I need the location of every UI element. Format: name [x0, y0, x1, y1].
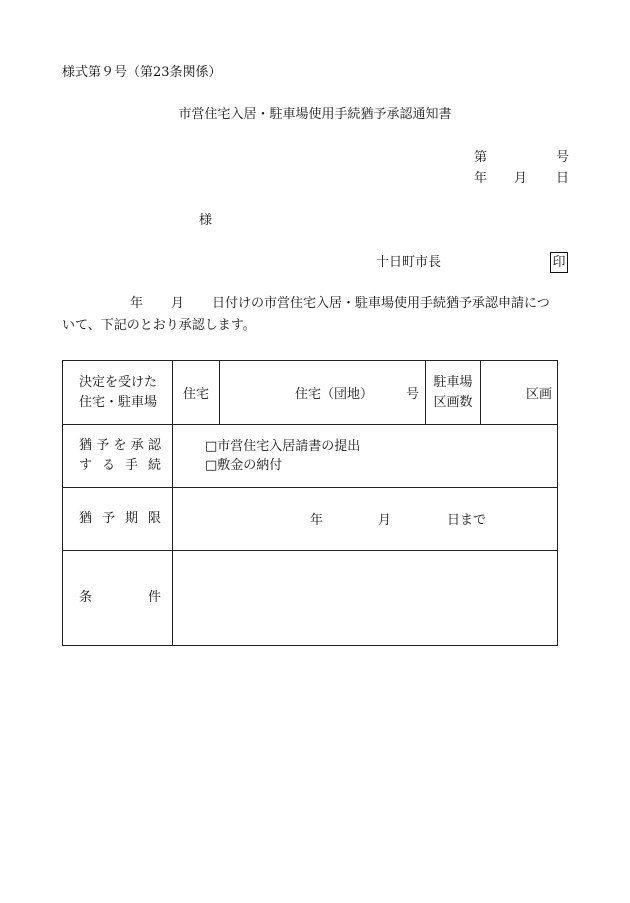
- body-text-line1: 日付けの市営住宅入居・駐車場使用手続猶予承認申請につ: [212, 296, 550, 311]
- housing-complex-label: 住宅（団地）: [294, 387, 373, 402]
- option-deposit-payment[interactable]: □敷金の納付: [205, 458, 283, 473]
- conditions-label-b: 件: [147, 590, 161, 605]
- deferred-procedure-label: [63, 425, 173, 488]
- parking-unit: 区画: [481, 361, 558, 425]
- body-text-line2: いて、下記のとおり承認します。: [62, 318, 256, 333]
- issue-date-year: 年: [474, 171, 488, 186]
- table-row: [63, 361, 558, 425]
- deferred-procedure-label-line2: する手続: [79, 458, 161, 473]
- table-row: [63, 488, 558, 551]
- parking-count-label: [426, 361, 481, 425]
- issuer-title: 十日町市長: [376, 255, 442, 270]
- deferred-procedure-label-line1: 猶予を承認: [79, 438, 161, 453]
- housing-label: 住宅: [173, 361, 220, 425]
- doc-number-suffix: 号: [556, 150, 570, 165]
- conditions-label-a: 条: [79, 590, 93, 605]
- housing-value-cell: [220, 361, 426, 425]
- parking-label-line2: 区画数: [433, 394, 473, 410]
- procedure-options: [173, 425, 558, 488]
- decided-housing-label: [63, 361, 173, 425]
- body-month: 月: [171, 296, 185, 311]
- conditions-value: [173, 551, 558, 646]
- form-number-label: 様式第９号（第23条関係）: [62, 65, 222, 80]
- deferral-deadline-value: [173, 488, 558, 551]
- decided-housing-label-line1: 決定を受けた: [79, 374, 158, 390]
- parking-label-line1: 駐車場: [433, 374, 473, 390]
- issue-date-month: 月: [514, 171, 528, 186]
- option-lease-agreement[interactable]: □市営住宅入居請書の提出: [205, 439, 361, 454]
- approval-details-table: [62, 360, 558, 646]
- body-year: 年: [130, 296, 144, 311]
- table-row: [63, 425, 558, 488]
- doc-number-prefix: 第: [474, 150, 488, 165]
- issue-date-day: 日: [556, 171, 570, 186]
- deferral-deadline-label: 猶予期限: [63, 488, 173, 551]
- deadline-year: 年: [310, 513, 324, 528]
- table-row: [63, 551, 558, 646]
- document-title: 市営住宅入居・駐車場使用手続猶予承認通知書: [178, 107, 452, 122]
- conditions-label: [63, 551, 173, 646]
- housing-number-suffix: 号: [405, 387, 419, 402]
- decided-housing-label-line2: 住宅・駐車場: [79, 394, 158, 410]
- addressee-honorific: 様: [199, 213, 213, 228]
- deadline-until: 日まで: [447, 513, 487, 528]
- seal-mark: 印: [550, 252, 568, 273]
- deadline-month: 月: [378, 513, 392, 528]
